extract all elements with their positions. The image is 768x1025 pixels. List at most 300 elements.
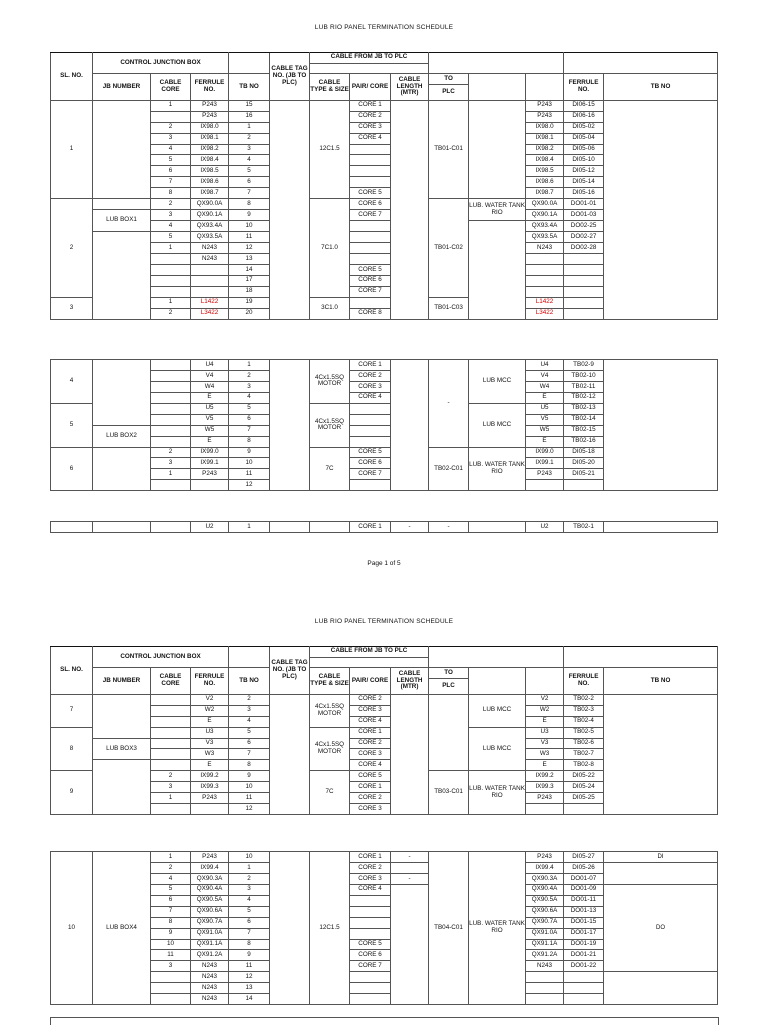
pair-core-cell (350, 253, 391, 264)
tb-no-cell: 1 (229, 862, 270, 873)
sl-no-cell: 8 (51, 727, 93, 771)
ferrule-to-cell: N243 (526, 961, 564, 972)
cable-core-header: CABLE CORE (151, 74, 191, 101)
cjb-header: CONTROL JUNCTION BOX (93, 53, 229, 74)
plc-cell: TB01-C02 (429, 199, 469, 297)
to-cell (469, 221, 526, 319)
ferrule-to-cell: IX99.4 (526, 862, 564, 873)
tb-no-cell: 6 (229, 177, 270, 188)
ferrule-to-cell: E (526, 436, 564, 447)
cable-core-cell (151, 804, 191, 815)
tb-no-cell: 11 (229, 793, 270, 804)
table-row (51, 360, 718, 371)
cable-core-cell: 1 (151, 793, 191, 804)
ferrule-to-cell (526, 275, 564, 286)
cable-core-cell (151, 994, 191, 1005)
cable-core-cell: 7 (151, 177, 191, 188)
tb-no-cell: 13 (229, 983, 270, 994)
jb-cell (93, 100, 151, 198)
tb-no-to-cell: DI06-15 (564, 100, 604, 111)
ferrule-to-cell: P243 (526, 793, 564, 804)
ferrule-to-cell: QX90.0A (526, 199, 564, 210)
ferrule-cell: P243 (191, 793, 229, 804)
sl-no-cell: 10 (51, 852, 93, 1005)
tb-no-cell: 4 (229, 392, 270, 403)
cable-core-cell: 4 (151, 144, 191, 155)
tb-no-to-cell: DO01-01 (564, 199, 604, 210)
tb-no-cell: 5 (229, 906, 270, 917)
tb-no-cell: 8 (229, 436, 270, 447)
tb-no-cell: 17 (229, 275, 270, 286)
cable-core-cell: 2 (151, 122, 191, 133)
ferrule-cell: IX98.2 (191, 144, 229, 155)
sl-no-cell: 2 (51, 199, 93, 297)
cable-from-header: CABLE FROM JB TO PLC (310, 53, 429, 64)
tb-no-to-cell: DI05-20 (564, 458, 604, 469)
ferrule-cell: W4 (191, 381, 229, 392)
pair-core-cell: CORE 5 (350, 188, 391, 199)
tb-no-cell: 4 (229, 895, 270, 906)
to-cell: LUB. WATER TANK RIO (469, 447, 526, 491)
tb-no-to-cell: TB02-2 (564, 694, 604, 705)
tb-no-cell: 3 (229, 884, 270, 895)
table-row (51, 852, 718, 863)
sl-no-cell: 9 (51, 771, 93, 815)
tb-no-to-cell: DO01-03 (564, 210, 604, 221)
pair-core-cell (350, 232, 391, 243)
plc-cell: TB04-C01 (429, 852, 469, 1005)
tb-no-cell: 5 (229, 727, 270, 738)
tb-no-to-cell (564, 264, 604, 275)
tb-no-cell: 5 (229, 166, 270, 177)
schedule-table-2 (50, 646, 718, 815)
tb-no-cell: 14 (229, 264, 270, 275)
ferrule-to-cell (526, 480, 564, 491)
pair-core-cell: CORE 3 (350, 122, 391, 133)
to-header: TO (429, 74, 469, 85)
ferrule-to-cell: L3422 (526, 308, 564, 319)
tb-no-to-cell: DO02-28 (564, 242, 604, 253)
tb-no-to-cell: DI06-16 (564, 111, 604, 122)
cable-core-cell: 1 (151, 469, 191, 480)
ferrule-to-cell (526, 286, 564, 297)
ferrule-cell: QX93.4A (191, 221, 229, 232)
tb-no-cell: 13 (229, 253, 270, 264)
tb-no-to-cell: DO01-07 (564, 873, 604, 884)
schedule-table-1c (50, 521, 718, 533)
table2-body (51, 694, 718, 814)
cable-core-cell: 11 (151, 950, 191, 961)
ferrule-cell: IX99.1 (191, 458, 229, 469)
cable-core-cell: 3 (151, 458, 191, 469)
ferrule-to-cell: P243 (526, 111, 564, 122)
ferrule-to-cell: V2 (526, 694, 564, 705)
ferrule-to-cell (526, 253, 564, 264)
ferrule-to-cell: IX99.1 (526, 458, 564, 469)
ferrule-to-cell: QX90.3A (526, 873, 564, 884)
tb-no-cell: 12 (229, 972, 270, 983)
sl-no-cell: 3 (51, 297, 93, 319)
cable-core-cell (151, 480, 191, 491)
ferrule-to-cell: IX98.7 (526, 188, 564, 199)
cable-core-cell: 4 (151, 221, 191, 232)
cable-core-cell (151, 760, 191, 771)
to-cell: LUB MCC (469, 360, 526, 404)
tb-no-to-cell: DI05-10 (564, 155, 604, 166)
tb-no-cell: 10 (229, 221, 270, 232)
cable-core-cell: 7 (151, 906, 191, 917)
pair-core-cell: CORE 6 (350, 458, 391, 469)
tb-no-to-cell: DI05-14 (564, 177, 604, 188)
pair-core-cell: CORE 3 (350, 873, 391, 884)
ferrule-to-cell: QX93.5A (526, 232, 564, 243)
tb-no-cell: 2 (229, 694, 270, 705)
ferrule-to-cell: IX98.4 (526, 155, 564, 166)
ferrule-to-cell: IX98.6 (526, 177, 564, 188)
to-cell: LUB. WATER TANK RIO (469, 771, 526, 815)
ferrule-to-cell: U4 (526, 360, 564, 371)
ferrule-cell: IX98.5 (191, 166, 229, 177)
tb-no-cell: 9 (229, 771, 270, 782)
tb-no-to-cell: TB02-10 (564, 370, 604, 381)
ferrule-to-cell: QX90.7A (526, 917, 564, 928)
ferrule-cell: IX98.1 (191, 133, 229, 144)
pair-core-cell: CORE 7 (350, 469, 391, 480)
ferrule-cell: V3 (191, 738, 229, 749)
cable-type-cell: 7C (310, 447, 350, 491)
to-cell: LUB MCC (469, 694, 526, 727)
ferrule-cell: E (191, 392, 229, 403)
table2-header (51, 647, 718, 695)
cable-core-cell (151, 275, 191, 286)
cable-core-cell: 2 (151, 771, 191, 782)
tb-no-to-cell (564, 804, 604, 815)
tb-no-to-cell: DO01-19 (564, 939, 604, 950)
table-row (51, 522, 718, 533)
tb-no-cell: 11 (229, 469, 270, 480)
ferrule-to-cell: V3 (526, 738, 564, 749)
ferrule-to-cell: U3 (526, 727, 564, 738)
pair-core-cell (350, 242, 391, 253)
sl-no-header-p2: SL. NO. (51, 647, 93, 695)
cable-core-cell (151, 414, 191, 425)
tb-no-to-cell: DI05-25 (564, 793, 604, 804)
cable-core-cell: 3 (151, 782, 191, 793)
tb-no-cell: 12 (229, 242, 270, 253)
pair-core-cell (350, 983, 391, 994)
table1-body (51, 100, 718, 319)
ferrule-to-cell: QX93.4A (526, 221, 564, 232)
pair-core-cell: CORE 5 (350, 264, 391, 275)
cable-tag-header-p2: CABLE TAG NO. (JB TO PLC) (270, 647, 310, 695)
ferrule-cell: IX98.0 (191, 122, 229, 133)
plc-header-p2: PLC (429, 678, 469, 694)
cable-length-cell: - (391, 852, 429, 863)
cable-core-cell: 2 (151, 308, 191, 319)
cable-core-cell (151, 381, 191, 392)
cable-core-cell: 1 (151, 100, 191, 111)
ferrule-to-cell: IX99.2 (526, 771, 564, 782)
tb-no-to-cell: DI05-27 (564, 852, 604, 863)
pair-core-cell: CORE 3 (350, 705, 391, 716)
cable-tag-cell (270, 694, 310, 814)
ferrule-to-cell: QX90.5A (526, 895, 564, 906)
tb-no-to-cell: DI05-12 (564, 166, 604, 177)
cable-core-cell (151, 522, 191, 533)
remarks-cell: DI (604, 852, 718, 863)
ferrule-to-cell: W5 (526, 425, 564, 436)
doc-title-1: LUB RIO PANEL TERMINATION SCHEDULE (314, 24, 454, 31)
ferrule-cell: V4 (191, 370, 229, 381)
ferrule-to-cell: QX91.1A (526, 939, 564, 950)
ferrule-cell: QX90.6A (191, 906, 229, 917)
tb-no-to-cell: DI05-18 (564, 447, 604, 458)
tb-no-cell: 2 (229, 873, 270, 884)
jb-cell (93, 232, 151, 320)
tb-no-to-cell (564, 253, 604, 264)
ferrule-cell (191, 286, 229, 297)
cable-length-header: CABLE LENGTH (MTR) (391, 74, 429, 101)
ferrule-cell: QX91.0A (191, 928, 229, 939)
tb-no-to-cell: DI05-24 (564, 782, 604, 793)
page-footer: Page 1 of 5 (367, 560, 401, 567)
tb-no-header: TB NO (229, 74, 270, 101)
cable-tag-cell (270, 100, 310, 319)
pair-core-cell (350, 297, 391, 308)
cable-core-cell: 8 (151, 917, 191, 928)
plc-cell: - (429, 522, 469, 533)
pair-core-cell (350, 177, 391, 188)
pair-core-cell: CORE 4 (350, 760, 391, 771)
tb-no-to-cell: DI05-16 (564, 188, 604, 199)
tb-no-cell: 9 (229, 447, 270, 458)
schedule-table-2b (50, 851, 718, 1005)
empty-cell (604, 522, 718, 533)
cable-type-cell: 4Cx1.5SQ MOTOR (310, 403, 350, 447)
cable-core-cell: 2 (151, 447, 191, 458)
ferrule-to-cell: P243 (526, 100, 564, 111)
plc-cell: - (429, 360, 469, 448)
tb-no-cell: 8 (229, 760, 270, 771)
jb-number-header-p2: JB NUMBER (93, 668, 151, 695)
tb-no-cell: 18 (229, 286, 270, 297)
sl-no-cell: 4 (51, 360, 93, 404)
ferrule-cell: QX91.2A (191, 950, 229, 961)
cable-core-cell: 1 (151, 852, 191, 863)
ferrule-cell (191, 804, 229, 815)
cable-type-cell: 4Cx1.5SQ MOTOR (310, 694, 350, 727)
ferrule-to-cell: E (526, 392, 564, 403)
tb-no-cell: 1 (229, 360, 270, 371)
tb-no-cell: 19 (229, 297, 270, 308)
tb-no-to-cell: DO01-09 (564, 884, 604, 895)
plc-cell: TB01-C01 (429, 100, 469, 198)
tb-no-to-cell (564, 286, 604, 297)
cable-core-cell (151, 403, 191, 414)
tb-no-cell: 1 (229, 122, 270, 133)
tb-no-cell: 7 (229, 928, 270, 939)
ferrule-to-cell: IX98.2 (526, 144, 564, 155)
pair-core-cell (350, 144, 391, 155)
ferrule-cell: N243 (191, 242, 229, 253)
tb-no-to-cell (564, 983, 604, 994)
ferrule-cell: QX90.7A (191, 917, 229, 928)
jb-number-header: JB NUMBER (93, 74, 151, 101)
to-cell: LUB MCC (469, 403, 526, 447)
tb-no-to-cell: TB02-1 (564, 522, 604, 533)
ferrule-cell: QX90.5A (191, 895, 229, 906)
pair-core-cell (350, 917, 391, 928)
cable-core-cell: 5 (151, 155, 191, 166)
table-row (51, 100, 718, 111)
remarks-cell (604, 360, 718, 491)
ferrule-cell: N243 (191, 983, 229, 994)
cable-core-cell: 8 (151, 188, 191, 199)
ferrule-to-cell: IX98.1 (526, 133, 564, 144)
tb-no-cell: 11 (229, 961, 270, 972)
ferrule-to-cell: V5 (526, 414, 564, 425)
tb-no-to-cell: TB02-8 (564, 760, 604, 771)
tb-no-cell: 16 (229, 111, 270, 122)
cable-type-cell: 7C (310, 771, 350, 815)
ferrule-to-cell (526, 972, 564, 983)
tb-no-cell: 7 (229, 188, 270, 199)
cable-length-cell: - (391, 873, 429, 884)
plc-cell (429, 694, 469, 771)
cable-type-cell: 3C1.0 (310, 297, 350, 319)
tb-no-cell: 3 (229, 705, 270, 716)
plc-cell: TB03-C01 (429, 771, 469, 815)
jb-cell (93, 694, 151, 738)
cable-length-cell (391, 360, 429, 491)
pair-core-cell (350, 928, 391, 939)
empty-cell (310, 522, 350, 533)
tb-no-cell: 12 (229, 804, 270, 815)
tb-no-header-2: TB NO (604, 74, 718, 101)
ferrule-to-cell: P243 (526, 852, 564, 863)
jb-cell (93, 360, 151, 426)
pair-core-cell: CORE 7 (350, 286, 391, 297)
cable-core-cell (151, 727, 191, 738)
ferrule-to-cell: IX99.3 (526, 782, 564, 793)
ferrule-cell: IX99.3 (191, 782, 229, 793)
cable-type-cell: 12C1.5 (310, 100, 350, 198)
pair-core-cell (350, 403, 391, 414)
cable-core-cell: 2 (151, 199, 191, 210)
plc-cell: TB02-C01 (429, 447, 469, 491)
cable-from-header-p2: CABLE FROM JB TO PLC (310, 647, 429, 658)
tb-no-to-cell: DI05-26 (564, 862, 604, 873)
tb-no-cell: 2 (229, 133, 270, 144)
cable-core-cell (151, 972, 191, 983)
pair-core-cell (350, 906, 391, 917)
pair-core-cell (350, 972, 391, 983)
cable-core-cell: 10 (151, 939, 191, 950)
pair-core-cell: CORE 1 (350, 852, 391, 863)
ferrule-to-cell: W2 (526, 705, 564, 716)
tb-no-to-cell: TB02-16 (564, 436, 604, 447)
pair-core-cell (350, 436, 391, 447)
cable-type-cell: 12C1.5 (310, 852, 350, 1005)
remarks-cell (604, 972, 718, 1005)
ferrule-cell: IX98.4 (191, 155, 229, 166)
cable-core-cell (151, 111, 191, 122)
ferrule-to-cell: QX90.6A (526, 906, 564, 917)
ferrule-cell: N243 (191, 961, 229, 972)
pair-core-header-p2: PAIR/ CORE (350, 668, 391, 695)
cable-core-cell (151, 360, 191, 371)
pair-core-cell: CORE 5 (350, 771, 391, 782)
ferrule-to-cell: N243 (526, 242, 564, 253)
tb-no-cell: 9 (229, 210, 270, 221)
empty-cell (270, 522, 310, 533)
tb-no-to-cell: DO01-21 (564, 950, 604, 961)
table-row (51, 884, 718, 895)
ferrule-cell: QX93.5A (191, 232, 229, 243)
ferrule-to-cell: U2 (526, 522, 564, 533)
ferrule-cell: P243 (191, 469, 229, 480)
ferrule-cell: E (191, 716, 229, 727)
pair-core-cell: CORE 6 (350, 199, 391, 210)
cable-core-cell (151, 705, 191, 716)
pair-core-cell: CORE 7 (350, 961, 391, 972)
remarks-cell (604, 694, 718, 814)
cable-length-cell (391, 694, 429, 814)
tb-no-cell: 15 (229, 100, 270, 111)
tb-no-to-cell: DO01-17 (564, 928, 604, 939)
cable-tag-cell (270, 360, 310, 491)
schedule-table-1 (50, 52, 718, 320)
ferrule-header-p2: FERRULE NO. (191, 668, 229, 695)
empty-cell (51, 522, 93, 533)
pair-core-cell: CORE 2 (350, 370, 391, 381)
sl-no-cell: 5 (51, 403, 93, 447)
pair-core-cell (350, 166, 391, 177)
tb-no-to-cell: TB02-4 (564, 716, 604, 727)
tb-no-cell: 10 (229, 782, 270, 793)
pair-core-cell: CORE 1 (350, 522, 391, 533)
ferrule-cell: U5 (191, 403, 229, 414)
ferrule-to-cell: P243 (526, 469, 564, 480)
ferrule-to-cell: QX90.4A (526, 884, 564, 895)
ferrule-cell: W2 (191, 705, 229, 716)
sl-no-header: SL. NO. (51, 53, 93, 101)
table-row (51, 862, 718, 873)
ferrule-cell: QX90.3A (191, 873, 229, 884)
ferrule-to-cell: U5 (526, 403, 564, 414)
cable-type-cell: 4Cx1.5SQ MOTOR (310, 727, 350, 771)
tb-no-to-cell: TB02-12 (564, 392, 604, 403)
jb-cell (93, 447, 151, 491)
tb-no-to-cell (564, 994, 604, 1005)
ferrule-cell: W3 (191, 749, 229, 760)
schedule-table-1b (50, 359, 718, 491)
ferrule-to-cell: IX99.0 (526, 447, 564, 458)
cable-type-header-p2: CABLE TYPE & SIZE (310, 668, 350, 695)
pair-core-cell: CORE 1 (350, 727, 391, 738)
cjb-header-p2: CONTROL JUNCTION BOX (93, 647, 229, 668)
cable-core-cell: 1 (151, 242, 191, 253)
ferrule-header-2: FERRULE NO. (564, 74, 604, 101)
remarks-cell (604, 862, 718, 884)
cable-core-cell: 5 (151, 884, 191, 895)
cable-type-cell: 7C1.0 (310, 199, 350, 297)
tb-no-to-cell (564, 297, 604, 308)
ferrule-cell: QX90.1A (191, 210, 229, 221)
cable-core-cell (151, 253, 191, 264)
empty-cell (469, 522, 526, 533)
pair-core-cell (350, 994, 391, 1005)
